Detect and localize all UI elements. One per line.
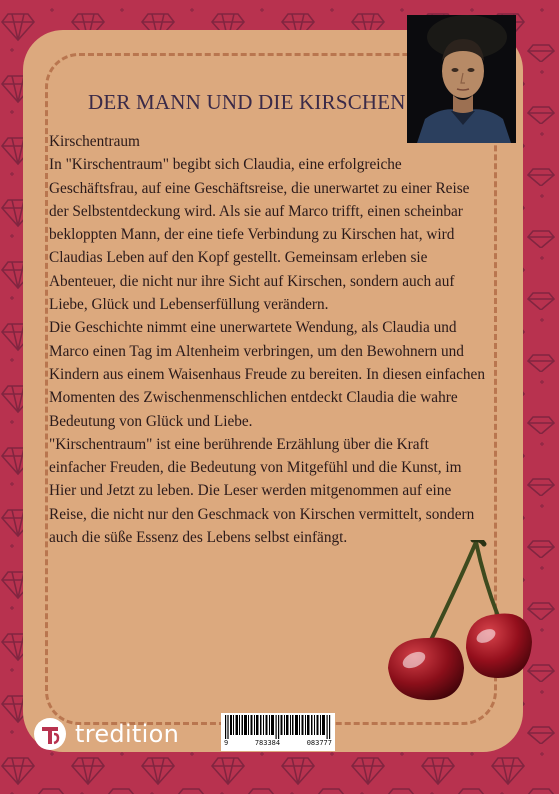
barcode-digit-group: 083777 — [306, 739, 332, 747]
publisher-logo — [33, 716, 179, 752]
barcode-bars — [225, 715, 331, 739]
isbn-barcode — [221, 713, 335, 751]
blurb-paragraph: In "Kirschentraum" begibt sich Claudia, eine erfolgreiche Geschäftsfrau, auf eine Geschäftsreise, die unerwartet zu einer Reise der Selbstentdeckung wird. Als sie auf Marco trifft, einen scheinbar bekloppten Mann, der eine tiefe Verbindung zu Kirschen hat, wird Claudias Leben auf den Kopf gestellt. Gemeinsam erleben sie Abenteuer, die nicht nur ihre Sicht auf Kirschen, sondern auch auf Liebe, Glück und Lebenserfüllung verändern. — [49, 156, 470, 314]
tredition-logo-icon — [33, 717, 67, 751]
barcode-digit-group: 783384 — [254, 739, 281, 747]
blurb-text — [49, 130, 489, 549]
author-photo — [407, 15, 516, 143]
book-title: DER MANN UND DIE KIRSCHEN — [88, 90, 406, 114]
blurb-paragraph: Die Geschichte nimmt eine unerwartete Wendung, als Claudia und Marco einen Tag im Altenheim verbringen, um den Bewohnern und Kindern aus einem Waisenhaus Freude zu bereiten. In diesen einfachen Momenten des Zwischenmenschlichen entdeckt Claudia die wahre Bedeutung von Glück und Liebe. — [49, 319, 485, 430]
barcode-digit-group: 9 — [224, 739, 229, 747]
blurb-heading: Kirschentraum — [49, 133, 140, 150]
publisher-name: tredition — [75, 720, 180, 748]
cherries-illustration — [380, 540, 550, 710]
blurb-paragraph: "Kirschentraum" ist eine berührende Erzählung über die Kraft einfacher Freuden, die Bedeutung von Mitgefühl und die Kunst, im Hier und Jetzt zu leben. Die Leser werden mitgenommen auf eine Reise, die nicht nur den Geschmack von Kirschen vermittelt, sondern auch die süße Essenz des Lebens selbst einfängt. — [49, 435, 475, 547]
